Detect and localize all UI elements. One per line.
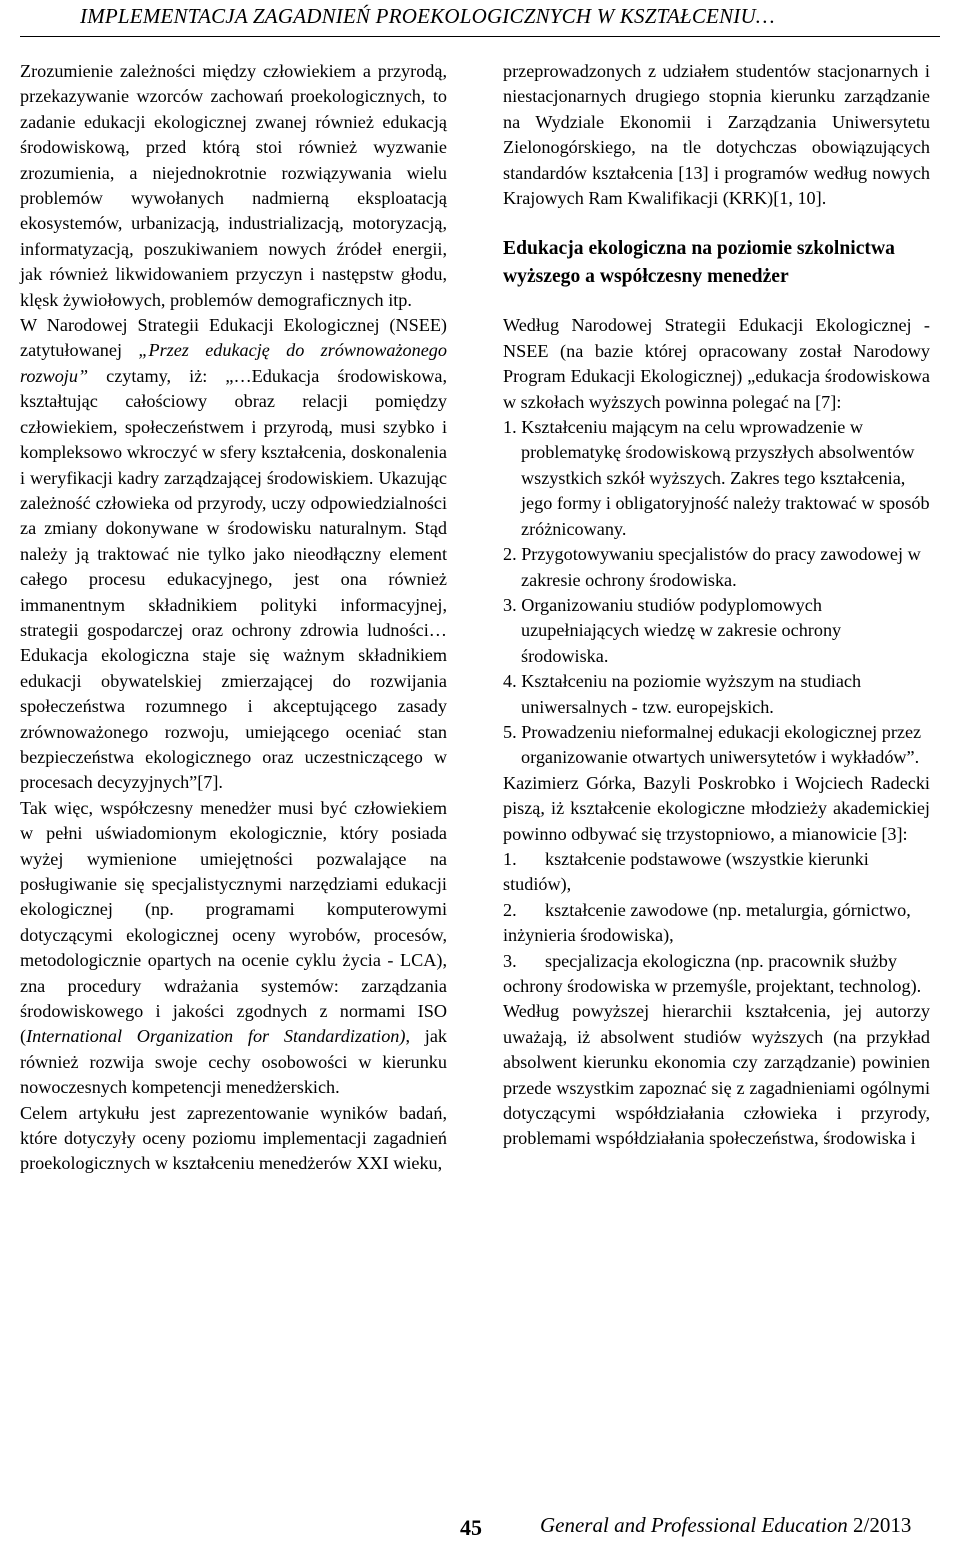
list-item-number: 1.	[503, 848, 517, 869]
paragraph-nsee-higher-ed: Według Narodowej Strategii Edukacji Ekologicznej - NSEE (na bazie której opracowany został Narodowy Program Edukacji Ekologicznej) „edukacja środowiskowa w szkołach wyższych powinna polegać na [7]:	[503, 315, 930, 412]
paragraph-gorka: Kazimierz Górka, Bazyli Poskrobko i Wojciech Radecki piszą, iż kształcenie ekologiczne młodzieży akademickiej powinno odbywać się trzystopniowo, a mianowicie [3]:	[503, 772, 930, 844]
list-item-text: kształcenie zawodowe (np. metalurgia, górnictwo, inżynieria środowiska),	[503, 899, 911, 946]
right-column	[503, 59, 930, 1152]
journal-name: General and Professional Education	[540, 1513, 854, 1537]
left-column	[20, 59, 447, 1177]
list-item-number: 2.	[503, 899, 517, 920]
journal-footer	[540, 1513, 911, 1538]
nsee-list	[503, 415, 930, 771]
journal-issue: 2/2013	[853, 1513, 912, 1537]
paragraph-nsee-quote	[20, 313, 447, 796]
section-heading: Edukacja ekologiczna na poziomie szkolnictwa wyższego a współczesny menedżer	[503, 238, 895, 288]
list-item-text: specjalizacja ekologiczna (np. pracownik służby ochrony środowiska w przemyśle, projektant, technolog).	[503, 950, 922, 996]
list-item: 4. Kształceniu na poziomie wyższym na studiach uniwersalnych - tzw. europejskich.	[503, 671, 862, 717]
paragraph-intro: Zrozumienie zależności między człowiekiem a przyrodą, przekazywanie wzorców zachowań proekologicznych, to zadanie edukacji ekologicznej zwanej również edukacją środowiskową, przed którą stoi również wyzwanie zrozumienia, a niejednokrotnie rozwiązywania wielu problemów wywołanych nadmierną eksploatacją ekosystemów, urbanizacją, industrializacją, motoryzacją, informatyzacją, poszukiwaniem nowych źródeł energii, jak również likwidowaniem przyczyn i następstw głodu, klęsk żywiołowych, problemów demograficznych itp.	[20, 61, 447, 310]
paragraph-nsee-end: czytamy, iż: „…Edukacja środowiskowa, kształtując całościowy obraz relacji pomiędzy człowiekiem, społeczeństwem i przyrodą, musi szybko i kompleksowo wkroczyć w sfery kształcenia, doskonalenia i weryfikacji kadry zarządzającej środowiskiem. Ukazując zależność człowieka od przyrody, uczy odpowiedzialności za zmiany dokonywane w środowisku naturalnym. Stąd należy ją traktować nie tylko jako nieodłączny element całego procesu edukacyjnego, jest ona również immanentnym składnikiem polityki informacyjnej, strategii gospodarczej oraz ochrony zdrowia ludności… Edukacja ekologiczna staje się ważnym składnikiem edukacji obywatelskiej zmierzającej do rozwijania społeczeństwa rozumnego i akceptującego zasady zrównoważonego rozwoju, umiejącego oceniać stan bezpieczeństwa ekologicznego oraz uczestniczącego w procesach decyzyjnych”[7].	[20, 365, 447, 793]
list-item-text: kształcenie podstawowe (wszystkie kierunki studiów),	[503, 848, 869, 895]
list-item: 3. Organizowaniu studiów podyplomowych uzupełniających wiedzę w zakresie ochrony środowiska.	[503, 594, 842, 666]
iso-name-italic: International Organization for Standardization)	[26, 1026, 406, 1047]
paragraph-manager-end: , jak również rozwija swoje cechy osobowości w kierunku nowoczesnych kompetencji menedżerskich.	[20, 1026, 447, 1098]
list-item	[503, 898, 930, 949]
paragraph-manager-start: Tak więc, współczesny menedżer musi być człowiekiem w pełni uświadomionym ekologicznie, który posiada wyżej wymienione umiejętności pozwalające na posługiwanie się specjalistycznymi narzędziami edukacji ekologicznej (np. programami komputerowymi dotyczącymi ekologicznej oceny wyrobów, procesów, metodologicznie opartych na ocenie cyklu życia - LCA), zna procedury wdrażania systemów: zarządzania środowiskowego i jakości zgodnych z normami ISO (	[20, 797, 447, 1047]
paragraph-nsee-start: W Narodowej Strategii Edukacji Ekologicznej (NSEE) zatytułowanej	[20, 315, 447, 361]
education-levels-list	[503, 847, 930, 999]
list-item-number: 3.	[503, 950, 517, 971]
list-item: 5. Prowadzeniu nieformalnej edukacji ekologicznej przez organizowanie otwartych uniwersytetów i wykładów”.	[503, 721, 922, 768]
paragraph-aim: Celem artykułu jest zaprezentowanie wyników badań, które dotyczyły oceny poziomu implementacji zagadnień proekologicznych w kształceniu menedżerów XXI wieku,	[20, 1102, 447, 1174]
list-item	[503, 847, 930, 898]
paragraph-study-context: przeprowadzonych z udziałem studentów stacjonarnych i niestacjonarnych drugiego stopnia kierunku zarządzanie na Wydziale Ekonomii i Zarządzania Uniwersytetu Zielonogórskiego, na tle dotychczas obowiązujących standardów kształcenia [13] i programów według nowych Krajowych Ram Kwalifikacji (KRK)[1, 10].	[503, 61, 930, 209]
running-title: IMPLEMENTACJA ZAGADNIEŃ PROEKOLOGICZNYCH W KSZTAŁCENIU…	[80, 4, 775, 28]
list-item: 2. Przygotowywaniu specjalistów do pracy zawodowej w zakresie ochrony środowiska.	[503, 544, 921, 590]
list-item: 1. Kształceniu mającym na celu wprowadzenie w problematykę środowiskową przyszłych absolwentów wszystkich szkół wyższych. Zakres tego kształcenia, jego formy i obligatoryjność należy traktować w sposób zróżnicowany.	[503, 417, 930, 539]
list-item	[503, 949, 930, 1000]
page-number: 45	[460, 1515, 482, 1540]
running-header	[20, 2, 940, 37]
nsee-title-italic: „Przez edukację do zrównoważonego rozwoju”	[20, 340, 447, 386]
paragraph-hierarchy: Według powyższej hierarchii kształcenia, jej autorzy uważają, iż absolwent studiów wyższych (na przykład absolwent kierunku ekonomia czy zarządzanie) powinien przede wszystkim zapoznać się z zagadnieniami ogólnymi dotyczącymi współdziałania człowieka i przyrody, problemami współdziałania społeczeństwa, środowiska i	[503, 1001, 930, 1149]
paragraph-manager	[20, 796, 447, 1101]
